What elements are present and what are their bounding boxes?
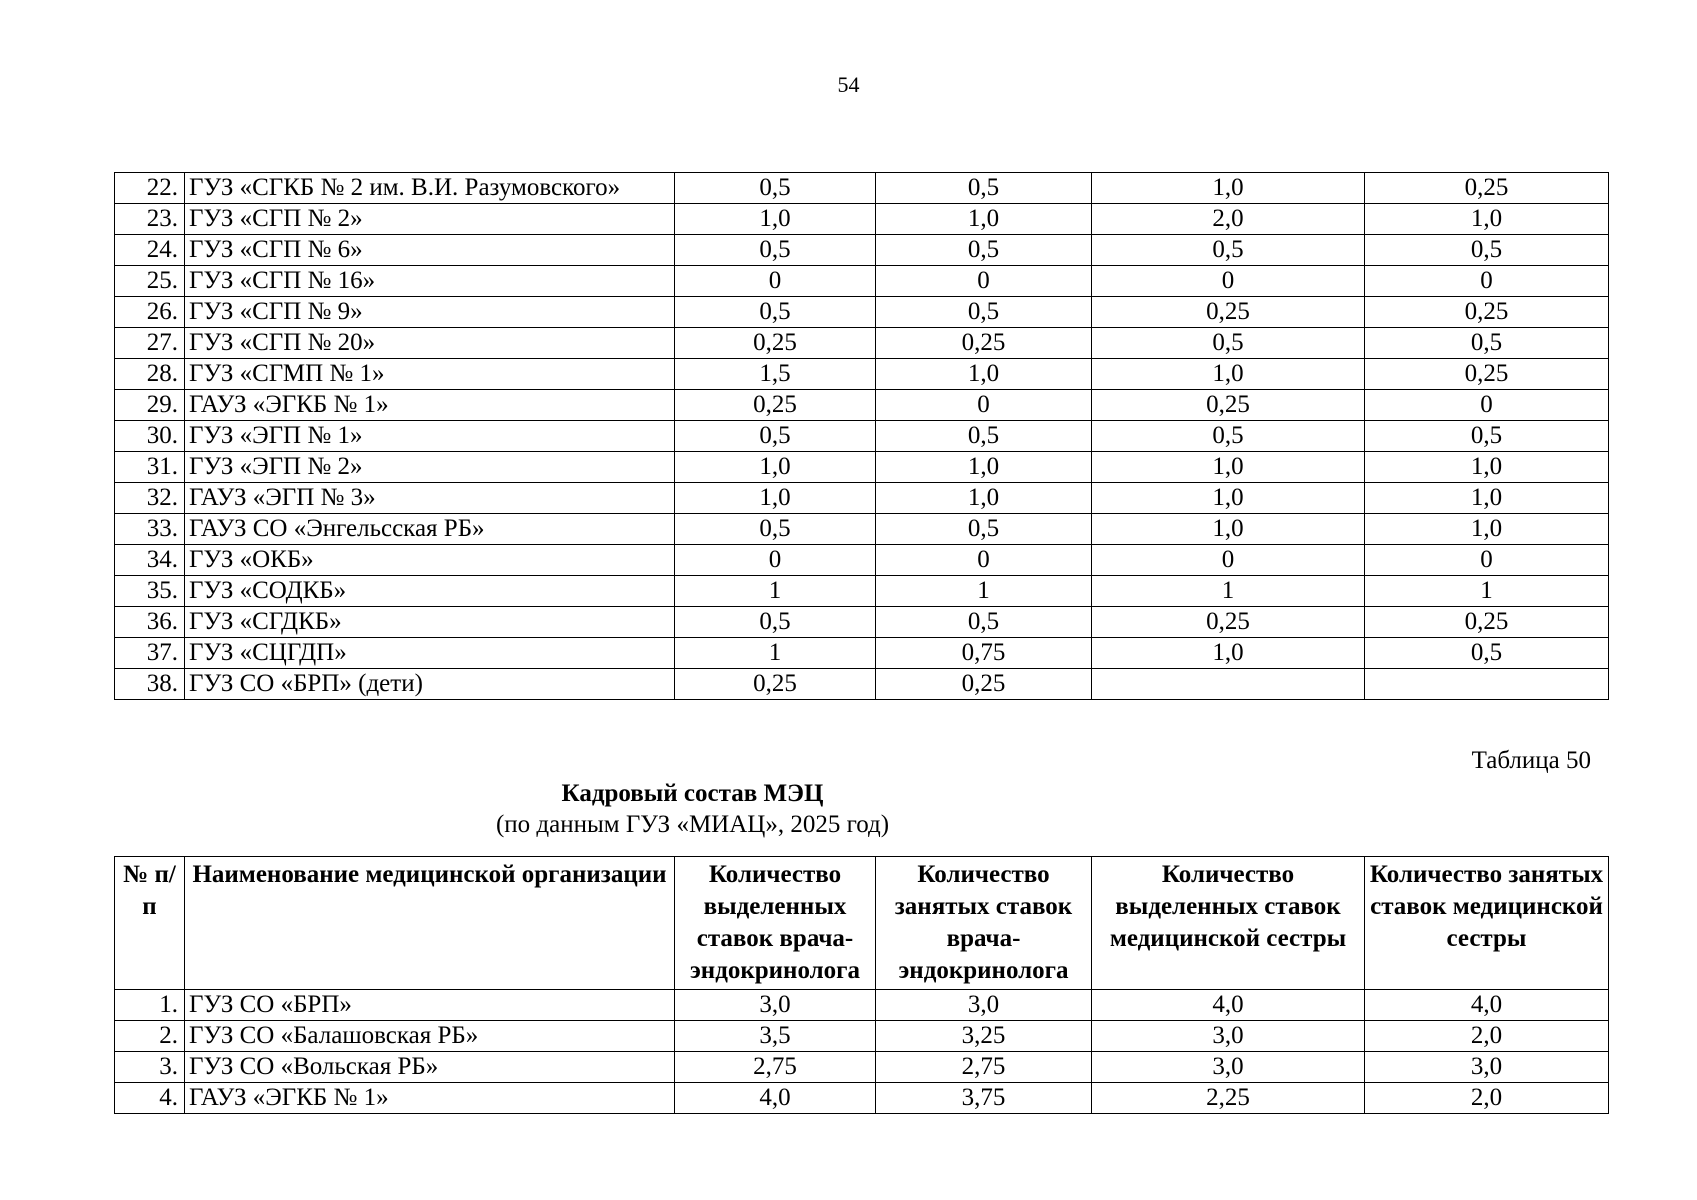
organization-name-cell: ГУЗ СО «БРП» (дети) — [185, 669, 675, 700]
occupied-endocrinologist-rates-cell: 3,75 — [876, 1083, 1092, 1114]
occupied-nurse-rates-cell: 0,5 — [1365, 638, 1609, 669]
table-number-label: Таблица 50 — [1471, 747, 1591, 774]
occupied-endocrinologist-rates-cell: 0,75 — [876, 638, 1092, 669]
occupied-nurse-rates-cell: 2,0 — [1365, 1021, 1609, 1052]
occupied-nurse-rates-cell: 3,0 — [1365, 1052, 1609, 1083]
allocated-nurse-rates-cell: 3,0 — [1092, 1052, 1365, 1083]
occupied-nurse-rates-cell: 2,0 — [1365, 1083, 1609, 1114]
allocated-nurse-rates-cell: 1,0 — [1092, 514, 1365, 545]
table-header-row — [115, 857, 1609, 990]
occupied-endocrinologist-rates-cell: 0,5 — [876, 421, 1092, 452]
occupied-nurse-rates-cell: 1,0 — [1365, 452, 1609, 483]
table-row — [115, 1083, 1609, 1114]
occupied-nurse-rates-cell: 1,0 — [1365, 204, 1609, 235]
row-number-cell: 22. — [115, 173, 185, 204]
table-row — [115, 1052, 1609, 1083]
allocated-nurse-rates-cell: 2,25 — [1092, 1083, 1365, 1114]
table-row — [115, 669, 1609, 700]
occupied-nurse-rates-cell — [1365, 669, 1609, 700]
row-number-cell: 28. — [115, 359, 185, 390]
occupied-endocrinologist-rates-cell: 1,0 — [876, 204, 1092, 235]
occupied-endocrinologist-rates-cell: 0,5 — [876, 235, 1092, 266]
allocated-endocrinologist-rates-cell: 3,0 — [675, 990, 876, 1021]
table-row — [115, 990, 1609, 1021]
occupied-nurse-rates-cell: 0,5 — [1365, 235, 1609, 266]
occupied-endocrinologist-rates-cell: 0 — [876, 266, 1092, 297]
allocated-nurse-rates-cell: 1 — [1092, 576, 1365, 607]
allocated-nurse-rates-cell: 0,5 — [1092, 328, 1365, 359]
allocated-nurse-rates-cell: 4,0 — [1092, 990, 1365, 1021]
organization-name-cell: ГУЗ «СГМП № 1» — [185, 359, 675, 390]
occupied-nurse-rates-cell: 1 — [1365, 576, 1609, 607]
allocated-nurse-rates-cell: 0 — [1092, 266, 1365, 297]
occupied-nurse-rates-cell: 0,25 — [1365, 173, 1609, 204]
occupied-endocrinologist-rates-cell: 0,25 — [876, 328, 1092, 359]
table-row — [115, 297, 1609, 328]
table-row — [115, 235, 1609, 266]
header-organization-name: Наименование медицинской организации — [185, 857, 675, 990]
organization-name-cell: ГУЗ «ОКБ» — [185, 545, 675, 576]
header-occupied-nurse-rates: Количество занятых ставок медицинской сестры — [1365, 857, 1609, 990]
row-number-cell: 24. — [115, 235, 185, 266]
organization-name-cell: ГУЗ «СГДКБ» — [185, 607, 675, 638]
occupied-nurse-rates-cell: 0 — [1365, 266, 1609, 297]
table-row — [115, 173, 1609, 204]
allocated-nurse-rates-cell: 1,0 — [1092, 359, 1365, 390]
row-number-cell: 2. — [115, 1021, 185, 1052]
allocated-nurse-rates-cell: 0,25 — [1092, 390, 1365, 421]
allocated-endocrinologist-rates-cell: 0,25 — [675, 390, 876, 421]
organization-name-cell: ГУЗ «СЦГДП» — [185, 638, 675, 669]
occupied-endocrinologist-rates-cell: 1,0 — [876, 483, 1092, 514]
occupied-endocrinologist-rates-cell: 2,75 — [876, 1052, 1092, 1083]
allocated-nurse-rates-cell: 3,0 — [1092, 1021, 1365, 1052]
table-row — [115, 638, 1609, 669]
table-title: Кадровый состав МЭЦ — [561, 780, 824, 807]
allocated-endocrinologist-rates-cell: 0,5 — [675, 514, 876, 545]
occupied-nurse-rates-cell: 1,0 — [1365, 514, 1609, 545]
table-row — [115, 328, 1609, 359]
allocated-endocrinologist-rates-cell: 0 — [675, 545, 876, 576]
table-row — [115, 266, 1609, 297]
allocated-endocrinologist-rates-cell: 3,5 — [675, 1021, 876, 1052]
table-row — [115, 390, 1609, 421]
header-allocated-endocrinologist-rates: Количество выделенных ставок врача-эндокринолога — [675, 857, 876, 990]
occupied-nurse-rates-cell: 0,5 — [1365, 328, 1609, 359]
table-row — [115, 359, 1609, 390]
table-row — [115, 514, 1609, 545]
allocated-endocrinologist-rates-cell: 0,5 — [675, 173, 876, 204]
occupied-nurse-rates-cell: 0,25 — [1365, 297, 1609, 328]
occupied-endocrinologist-rates-cell: 3,0 — [876, 990, 1092, 1021]
row-number-cell: 38. — [115, 669, 185, 700]
table-row — [115, 421, 1609, 452]
table2-body — [115, 990, 1609, 1114]
organization-name-cell: ГУЗ «СГП № 6» — [185, 235, 675, 266]
organization-name-cell: ГУЗ СО «БРП» — [185, 990, 675, 1021]
allocated-nurse-rates-cell — [1092, 669, 1365, 700]
occupied-nurse-rates-cell: 1,0 — [1365, 483, 1609, 514]
occupied-endocrinologist-rates-cell: 0 — [876, 545, 1092, 576]
row-number-cell: 29. — [115, 390, 185, 421]
organization-name-cell: ГУЗ «СГП № 20» — [185, 328, 675, 359]
allocated-endocrinologist-rates-cell: 1,0 — [675, 204, 876, 235]
allocated-endocrinologist-rates-cell: 0,25 — [675, 328, 876, 359]
organization-name-cell: ГАУЗ «ЭГКБ № 1» — [185, 1083, 675, 1114]
table-row — [115, 576, 1609, 607]
row-number-cell: 26. — [115, 297, 185, 328]
organization-name-cell: ГУЗ «СГП № 9» — [185, 297, 675, 328]
table-subtitle: (по данным ГУЗ «МИАЦ», 2025 год) — [495, 811, 890, 838]
allocated-nurse-rates-cell: 2,0 — [1092, 204, 1365, 235]
row-number-cell: 23. — [115, 204, 185, 235]
occupied-endocrinologist-rates-cell: 0,5 — [876, 607, 1092, 638]
header-number: № п/п — [115, 857, 185, 990]
organization-name-cell: ГУЗ «СГКБ № 2 им. В.И. Разумовского» — [185, 173, 675, 204]
organization-name-cell: ГАУЗ СО «Энгельсская РБ» — [185, 514, 675, 545]
header-occupied-endocrinologist-rates: Количество занятых ставок врача-эндокринолога — [876, 857, 1092, 990]
allocated-endocrinologist-rates-cell: 1 — [675, 638, 876, 669]
table-row — [115, 607, 1609, 638]
occupied-endocrinologist-rates-cell: 3,25 — [876, 1021, 1092, 1052]
table-row — [115, 204, 1609, 235]
occupied-nurse-rates-cell: 0,5 — [1365, 421, 1609, 452]
allocated-endocrinologist-rates-cell: 0 — [675, 266, 876, 297]
occupied-nurse-rates-cell: 0,25 — [1365, 359, 1609, 390]
allocated-nurse-rates-cell: 1,0 — [1092, 173, 1365, 204]
organization-name-cell: ГУЗ «ЭГП № 1» — [185, 421, 675, 452]
occupied-endocrinologist-rates-cell: 1,0 — [876, 452, 1092, 483]
table-row — [115, 545, 1609, 576]
allocated-nurse-rates-cell: 1,0 — [1092, 483, 1365, 514]
allocated-endocrinologist-rates-cell: 0,5 — [675, 607, 876, 638]
row-number-cell: 1. — [115, 990, 185, 1021]
occupied-endocrinologist-rates-cell: 0,5 — [876, 173, 1092, 204]
allocated-nurse-rates-cell: 0 — [1092, 545, 1365, 576]
row-number-cell: 30. — [115, 421, 185, 452]
occupied-endocrinologist-rates-cell: 1,0 — [876, 359, 1092, 390]
allocated-nurse-rates-cell: 0,5 — [1092, 235, 1365, 266]
row-number-cell: 36. — [115, 607, 185, 638]
table1-body — [115, 173, 1609, 700]
allocated-nurse-rates-cell: 1,0 — [1092, 638, 1365, 669]
allocated-nurse-rates-cell: 0,25 — [1092, 607, 1365, 638]
allocated-nurse-rates-cell: 1,0 — [1092, 452, 1365, 483]
row-number-cell: 25. — [115, 266, 185, 297]
row-number-cell: 35. — [115, 576, 185, 607]
organization-name-cell: ГАУЗ «ЭГКБ № 1» — [185, 390, 675, 421]
occupied-endocrinologist-rates-cell: 0,5 — [876, 514, 1092, 545]
allocated-endocrinologist-rates-cell: 1,0 — [675, 452, 876, 483]
allocated-nurse-rates-cell: 0,25 — [1092, 297, 1365, 328]
allocated-endocrinologist-rates-cell: 0,5 — [675, 421, 876, 452]
row-number-cell: 3. — [115, 1052, 185, 1083]
table-row — [115, 452, 1609, 483]
occupied-endocrinologist-rates-cell: 0,25 — [876, 669, 1092, 700]
mec-staff-table — [114, 856, 1609, 1114]
row-number-cell: 31. — [115, 452, 185, 483]
organization-name-cell: ГАУЗ «ЭГП № 3» — [185, 483, 675, 514]
allocated-endocrinologist-rates-cell: 1 — [675, 576, 876, 607]
allocated-nurse-rates-cell: 0,5 — [1092, 421, 1365, 452]
allocated-endocrinologist-rates-cell: 0,5 — [675, 297, 876, 328]
organization-name-cell: ГУЗ «ЭГП № 2» — [185, 452, 675, 483]
organization-name-cell: ГУЗ «СГП № 2» — [185, 204, 675, 235]
occupied-nurse-rates-cell: 0 — [1365, 390, 1609, 421]
organization-name-cell: ГУЗ СО «Вольская РБ» — [185, 1052, 675, 1083]
occupied-endocrinologist-rates-cell: 0 — [876, 390, 1092, 421]
allocated-endocrinologist-rates-cell: 2,75 — [675, 1052, 876, 1083]
table-row — [115, 1021, 1609, 1052]
row-number-cell: 33. — [115, 514, 185, 545]
row-number-cell: 37. — [115, 638, 185, 669]
header-allocated-nurse-rates: Количество выделенных ставок медицинской сестры — [1092, 857, 1365, 990]
allocated-endocrinologist-rates-cell: 1,5 — [675, 359, 876, 390]
page-number: 54 — [837, 72, 860, 97]
occupied-nurse-rates-cell: 4,0 — [1365, 990, 1609, 1021]
occupied-nurse-rates-cell: 0 — [1365, 545, 1609, 576]
occupied-endocrinologist-rates-cell: 0,5 — [876, 297, 1092, 328]
row-number-cell: 32. — [115, 483, 185, 514]
allocated-endocrinologist-rates-cell: 1,0 — [675, 483, 876, 514]
organization-name-cell: ГУЗ «СОДКБ» — [185, 576, 675, 607]
occupied-nurse-rates-cell: 0,25 — [1365, 607, 1609, 638]
allocated-endocrinologist-rates-cell: 4,0 — [675, 1083, 876, 1114]
row-number-cell: 34. — [115, 545, 185, 576]
table-row — [115, 483, 1609, 514]
organization-name-cell: ГУЗ СО «Балашовская РБ» — [185, 1021, 675, 1052]
occupied-endocrinologist-rates-cell: 1 — [876, 576, 1092, 607]
row-number-cell: 4. — [115, 1083, 185, 1114]
allocated-endocrinologist-rates-cell: 0,25 — [675, 669, 876, 700]
staffing-table-continued — [114, 172, 1609, 700]
allocated-endocrinologist-rates-cell: 0,5 — [675, 235, 876, 266]
organization-name-cell: ГУЗ «СГП № 16» — [185, 266, 675, 297]
row-number-cell: 27. — [115, 328, 185, 359]
